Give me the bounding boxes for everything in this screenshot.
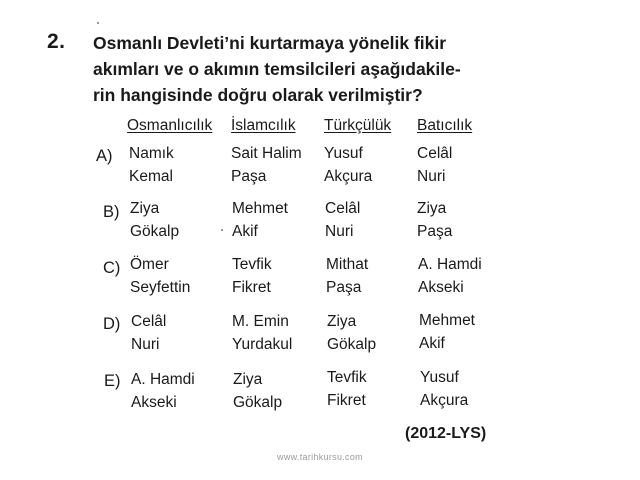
cell-line: Tevfik <box>327 369 367 386</box>
option-a-osmanlicilik <box>129 142 174 188</box>
option-c-letter: C) <box>103 259 121 277</box>
cell-line: Nuri <box>325 223 354 240</box>
cell-line: Fikret <box>232 279 271 296</box>
cell-line: Yurdakul <box>232 336 293 353</box>
cell-line: Ziya <box>233 371 263 388</box>
question-number: 2. <box>47 30 66 53</box>
option-b-turkculuk <box>325 197 360 243</box>
exam-source: (2012-LYS) <box>405 425 487 442</box>
cell-line: Mehmet <box>232 200 288 217</box>
option-a-turkculuk <box>324 142 372 188</box>
cell-line: Seyfettin <box>130 279 191 296</box>
scan-speck <box>221 229 223 231</box>
question-text-line-1: Osmanlı Devleti’ni kurtarmaya yönelik fikir <box>93 33 447 53</box>
option-e-osmanlicilik <box>131 368 195 414</box>
cell-line: Celâl <box>417 145 453 162</box>
cell-line: Celâl <box>325 200 361 217</box>
option-d-turkculuk <box>327 310 376 356</box>
header-osmanlicilik: Osmanlıcılık <box>127 117 213 134</box>
cell-line: Akif <box>419 335 445 352</box>
option-a-baticilik <box>417 142 452 188</box>
header-baticilik: Batıcılık <box>417 117 473 134</box>
option-c-turkculuk <box>326 253 368 299</box>
cell-line: M. Emin <box>232 313 289 330</box>
header-turkculuk: Türkçülük <box>324 117 392 134</box>
cell-line: Sait Halim <box>231 145 302 162</box>
site-watermark: www.tarihkursu.com <box>277 452 363 462</box>
question-text-line-3: rin hangisinde doğru olarak verilmiştir? <box>93 85 423 105</box>
cell-line: Ziya <box>417 200 447 217</box>
cell-line: Yusuf <box>420 369 459 386</box>
cell-line: Nuri <box>131 336 160 353</box>
cell-line: Akseki <box>418 279 464 296</box>
option-b-letter: B) <box>103 203 120 221</box>
question-text-line-2: akımları ve o akımın temsilcileri aşağıdakile- <box>93 59 461 79</box>
cell-line: Yusuf <box>324 145 363 162</box>
cell-line: Fikret <box>327 392 366 409</box>
cell-line: Gökalp <box>327 336 377 353</box>
cell-line: Akçura <box>324 168 373 185</box>
option-d-osmanlicilik <box>131 310 166 356</box>
option-b-baticilik <box>417 197 452 243</box>
cell-line: Paşa <box>231 168 267 185</box>
scan-speck <box>97 22 99 24</box>
cell-line: Nuri <box>417 168 446 185</box>
option-a-letter: A) <box>96 147 113 165</box>
option-b-islamcilik <box>232 197 288 243</box>
option-c-baticilik <box>418 253 482 299</box>
option-c-islamcilik <box>232 253 272 299</box>
cell-line: Paşa <box>417 223 453 240</box>
cell-line: Celâl <box>131 313 167 330</box>
cell-line: Paşa <box>326 279 362 296</box>
cell-line: Ziya <box>327 313 357 330</box>
cell-line: Ömer <box>130 256 169 273</box>
option-e-baticilik <box>420 366 468 412</box>
cell-line: Tevfik <box>232 256 272 273</box>
cell-line: Akif <box>232 223 258 240</box>
cell-line: A. Hamdi <box>131 371 195 388</box>
option-e-letter: E) <box>104 372 121 390</box>
option-b-osmanlicilik <box>130 197 179 243</box>
option-a-islamcilik <box>231 142 302 188</box>
cell-line: Namık <box>129 145 174 162</box>
header-islamcilik: İslamcılık <box>231 117 296 134</box>
option-e-islamcilik <box>233 368 282 414</box>
cell-line: Ziya <box>130 200 160 217</box>
cell-line: Akseki <box>131 394 177 411</box>
option-d-islamcilik <box>232 310 292 356</box>
cell-line: Akçura <box>420 392 469 409</box>
cell-line: Mehmet <box>419 312 475 329</box>
cell-line: A. Hamdi <box>418 256 482 273</box>
option-e-turkculuk <box>327 366 367 412</box>
cell-line: Gökalp <box>130 223 180 240</box>
cell-line: Gökalp <box>233 394 283 411</box>
cell-line: Mithat <box>326 256 369 273</box>
option-d-baticilik <box>419 309 475 355</box>
option-d-letter: D) <box>103 315 121 333</box>
cell-line: Kemal <box>129 168 173 185</box>
option-c-osmanlicilik <box>130 253 190 299</box>
